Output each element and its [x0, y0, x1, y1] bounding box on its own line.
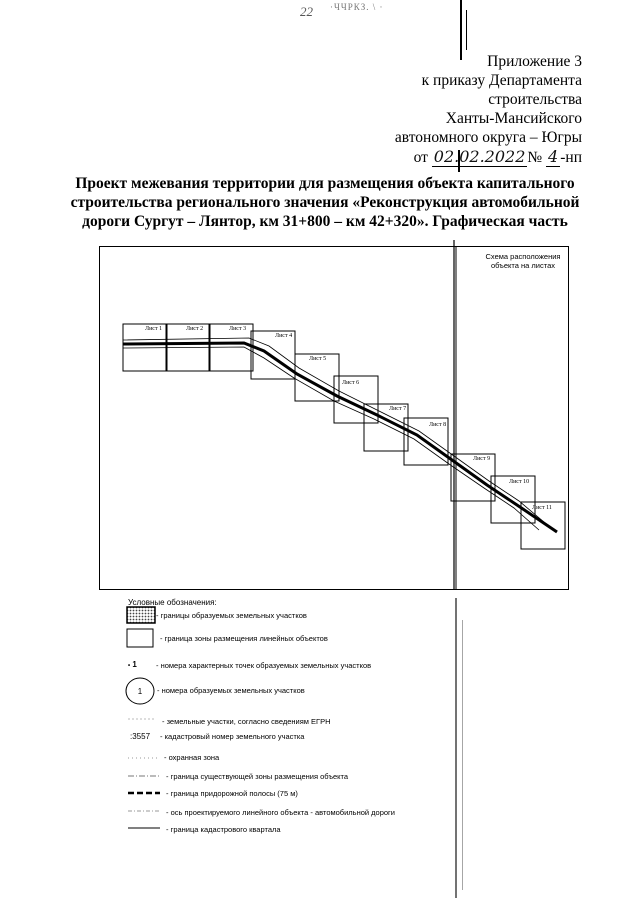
page-number: 22 — [300, 4, 313, 19]
legend-protected-zone-symbol — [126, 751, 162, 765]
legend-cadastral-sample: :3557 — [130, 732, 151, 741]
road-corridor-lower — [123, 347, 539, 530]
legend-item-label: - границы образуемых земельных участков — [156, 611, 307, 620]
legend-cadastral-quarter-symbol — [126, 823, 162, 833]
legend-circle-symbol — [124, 676, 156, 706]
order-suffix: -нп — [560, 149, 582, 166]
legend-zone-symbol — [126, 628, 154, 648]
legend-item-label: - граница существующей зоны размещения объекта — [166, 772, 349, 781]
legend-item-label: - охранная зона — [164, 753, 220, 762]
legend-existing-zone-symbol — [126, 771, 162, 781]
binding-mark-low — [455, 598, 457, 898]
appendix-line-2: к приказу Департамента — [421, 72, 582, 89]
appendix-block — [395, 52, 582, 167]
appendix-order-line — [395, 147, 582, 167]
sheet-layout-map — [99, 246, 569, 590]
sheet-label: Лист 11 — [532, 505, 552, 511]
sheet-label: Лист 7 — [389, 406, 407, 412]
sheet-label: Лист 8 — [429, 422, 447, 428]
legend-roadside-strip-symbol — [126, 788, 162, 798]
legend-item-label: - ось проектируемого линейного объекта - автомобильной дороги — [166, 808, 395, 817]
appendix-line-5: автономного округа – Югры — [394, 129, 582, 146]
binding-mark-low-2 — [462, 620, 463, 890]
sheet-label: Лист 4 — [275, 333, 293, 339]
document-title: Проект межевания территории для размещения объекта капитального строительства регионального значения «Реконструкция автомобильной дороги Сургут – Лянтор, км 31+800 – км 42+320». Графическая часть — [70, 175, 580, 230]
legend-item-label: - граница придорожной полосы (75 м) — [166, 789, 298, 798]
legend-item-label: - номера образуемых земельных участков — [157, 686, 305, 695]
appendix-from-label: от — [413, 149, 428, 166]
sheet-label: Лист 1 — [145, 326, 163, 332]
appendix-line-3: строительства — [488, 91, 582, 108]
legend-item-label: - земельные участки, согласно сведениям ЕГРН — [162, 717, 331, 726]
legend-parcel-boundary-symbol — [126, 606, 156, 624]
legend-circle-number: 1 — [137, 687, 143, 696]
legend-item-label: - граница кадастрового квартала — [166, 825, 281, 834]
legend-item-label: - кадастровый номер земельного участка — [160, 732, 305, 741]
sheet-label: Лист 2 — [186, 326, 204, 332]
legend-point-number: 1 — [132, 660, 137, 669]
order-date: 02.02.2022 — [433, 147, 526, 166]
legend-item-label: - номера характерных точек образуемых земельных участков — [156, 661, 372, 670]
legend-egrn-symbol — [128, 714, 156, 724]
binding-mark-top — [460, 0, 462, 60]
sheet-label: Лист 5 — [309, 356, 327, 362]
order-number: 4 — [548, 147, 559, 166]
scan-artifact-text: ·ЧЧРКЗ. \ · — [330, 2, 384, 12]
road-corridor-upper — [123, 338, 544, 522]
appendix-line-4: Ханты-Мансийского — [445, 110, 582, 127]
sheet-label: Лист 9 — [473, 456, 491, 462]
number-sign: № — [527, 149, 543, 166]
sheet-label: Лист 10 — [509, 479, 530, 485]
sheet-label: Лист 6 — [342, 380, 360, 386]
legend-road-axis-symbol — [126, 806, 162, 816]
appendix-line-1: Приложение 3 — [487, 53, 582, 70]
scheme-label: Схема расположения объекта на листах — [485, 252, 561, 270]
binding-mark-top-2 — [466, 10, 467, 50]
legend-point-sample: • 1 — [128, 660, 137, 669]
legend-item-label: - граница зоны размещения линейных объектов — [160, 634, 328, 643]
sheet-label: Лист 3 — [229, 326, 247, 332]
legend-title: Условные обозначения: — [128, 598, 217, 607]
